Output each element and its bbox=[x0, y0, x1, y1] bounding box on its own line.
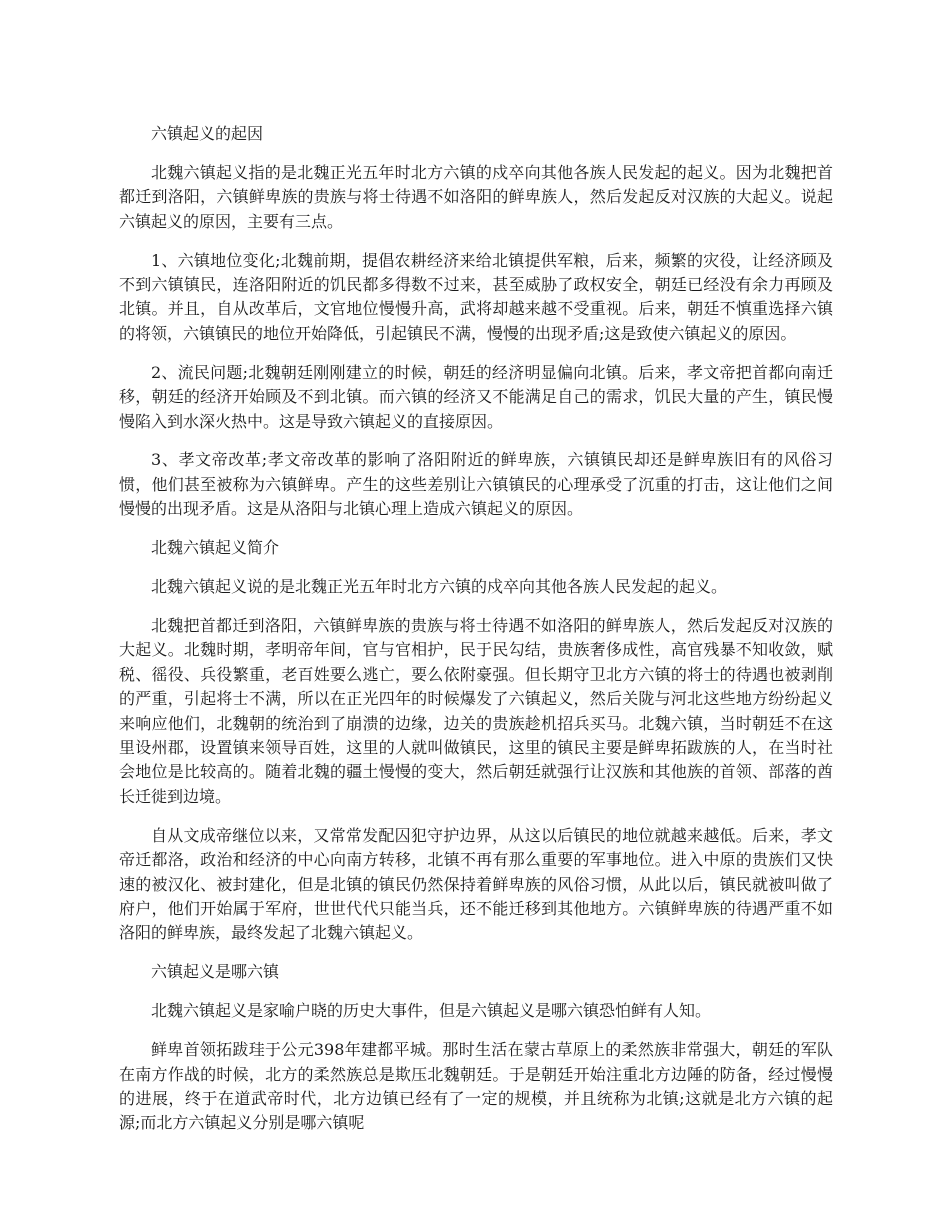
section-heading-which-six: 六镇起义是哪六镇 bbox=[151, 962, 280, 982]
paragraph: 鲜卑首领拓跋珪于公元398年建都平城。那时生活在蒙古草原上的柔然族非常强大，朝廷的军队在南方作战的时候，北方的柔然族总是欺压北魏朝廷。于是朝廷开始注重北方边陲的防备，经过慢慢的进展，终于在道武帝时代，北方边镇已经有了一定的规模，并且统称为北镇;这就是北方六镇的起源;而北方六镇起义分别是哪六镇呢 bbox=[119, 1040, 833, 1133]
section-heading-introduction: 北魏六镇起义简介 bbox=[151, 538, 280, 558]
paragraph: 1、六镇地位变化;北魏前期，提倡农耕经济来给北镇提供军粮，后来，频繁的灾役，让经济顾及不到六镇镇民，连洛阳附近的饥民都多得数不过来，甚至威胁了政权安全，朝廷已经没有余力再顾及北镇。并且，自从改革后，文官地位慢慢升高，武将却越来越不受重视。后来，朝廷不慎重选择六镇的将领，六镇镇民的地位开始降低，引起镇民不满，慢慢的出现矛盾;这是致使六镇起义的原因。 bbox=[119, 250, 833, 343]
document-page bbox=[119, 122, 833, 1150]
paragraph: 北魏六镇起义指的是北魏正光五年时北方六镇的戍卒向其他各族人民发起的起义。因为北魏把首都迁到洛阳，六镇鲜卑族的贵族与将士待遇不如洛阳的鲜卑族人，然后发起反对汉族的大起义。说起六镇起义的原因，主要有三点。 bbox=[119, 162, 833, 231]
paragraph: 自从文成帝继位以来，又常常发配囚犯守护边界，从这以后镇民的地位就越来越低。后来，孝文帝迁都洛，政治和经济的中心向南方转移，北镇不再有那么重要的军事地位。进入中原的贵族们又快速的被汉化、被封建化，但是北镇的镇民仍然保持着鲜卑族的风俗习惯，从此以后，镇民就被叫做了府户，他们开始属于军府，世世代代只能当兵，还不能迁移到其他地方。六镇鲜卑族的待遇严重不如洛阳的鲜卑族，最终发起了北魏六镇起义。 bbox=[119, 825, 833, 943]
section-heading-causes: 六镇起义的起因 bbox=[151, 124, 264, 143]
paragraph: 北魏六镇起义说的是北魏正光五年时北方六镇的戍卒向其他各族人民发起的起义。 bbox=[151, 577, 728, 597]
paragraph: 北魏六镇起义是家喻户晓的历史大事件，但是六镇起义是哪六镇恐怕鲜有人知。 bbox=[151, 1001, 712, 1021]
paragraph: 北魏把首都迁到洛阳，六镇鲜卑族的贵族与将士待遇不如洛阳的鲜卑族人，然后发起反对汉族的大起义。北魏时期，孝明帝年间，官与官相护，民于民勾结，贵族奢侈成性，高官残暴不知收敛，赋税、徭役、兵役繁重，老百姓要么逃亡，要么依附豪强。但长期守卫北方六镇的将士的待遇也被剥削的严重，引起将士不满，所以在正光四年的时候爆发了六镇起义，然后关陇与河北这些地方纷纷起义来响应他们，北魏朝的统治到了崩溃的边缘，边关的贵族趁机招兵买马。北魏六镇，当时朝廷不在这里设州郡，设置镇来领导百姓，这里的人就叫做镇民，这里的镇民主要是鲜卑拓跋族的人，在当时社会地位是比较高的。随着北魏的疆土慢慢的变大，然后朝廷就强行让汉族和其他族的首领、部落的酋长迁徙到边境。 bbox=[119, 616, 833, 806]
paragraph: 3、孝文帝改革;孝文帝改革的影响了洛阳附近的鲜卑族，六镇镇民却还是鲜卑族旧有的风俗习惯，他们甚至被称为六镇鲜卑。产生的这些差别让六镇镇民的心理承受了沉重的打击，这让他们之间慢慢的出现矛盾。这是从洛阳与北镇心理上造成六镇起义的原因。 bbox=[119, 450, 833, 519]
paragraph: 2、流民问题;北魏朝廷刚刚建立的时候，朝廷的经济明显偏向北镇。后来，孝文帝把首都向南迁移，朝廷的经济开始顾及不到北镇。而六镇的经济又不能满足自己的需求，饥民大量的产生，镇民慢慢陷入到水深火热中。这是导致六镇起义的直接原因。 bbox=[119, 362, 833, 431]
